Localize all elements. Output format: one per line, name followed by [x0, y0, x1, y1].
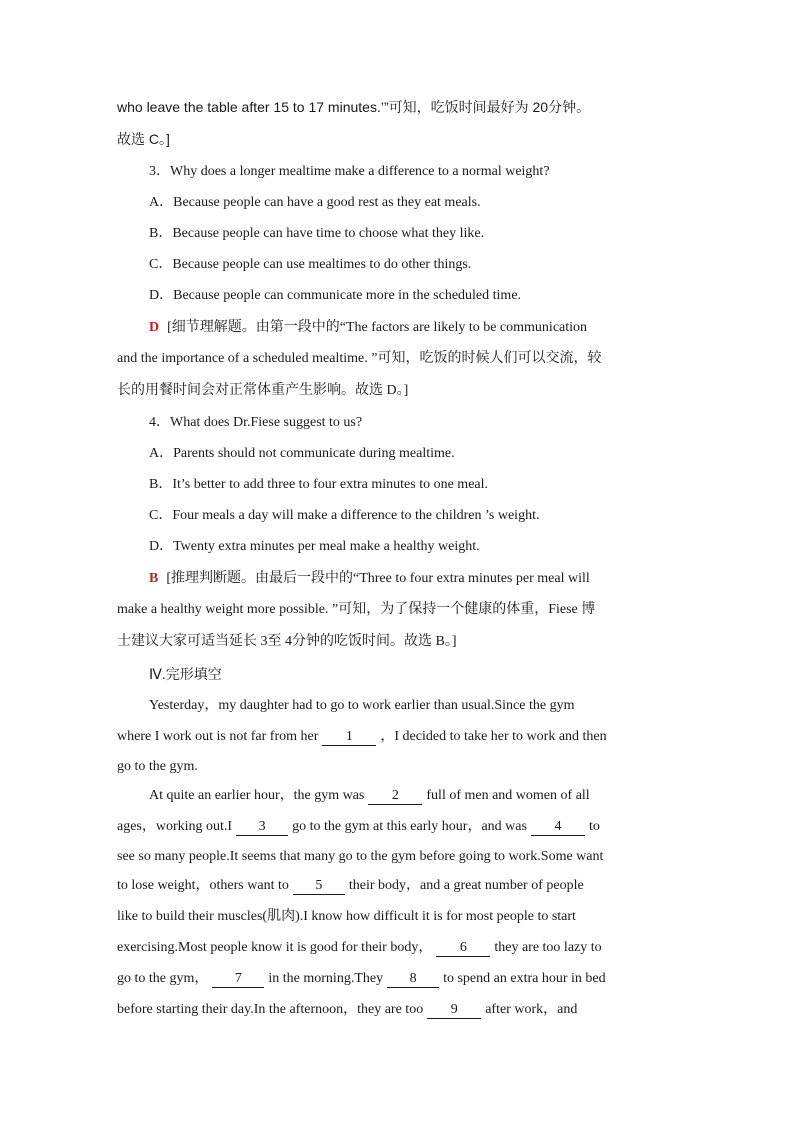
cloze-text: after work，and [485, 1002, 578, 1017]
cloze-blank-3: 3 [236, 819, 288, 836]
cloze-text: their body，and a great number of people [348, 878, 584, 893]
cloze-p2-line-8 [117, 1000, 677, 1020]
question-4: 4．What does Dr.Fiese suggest to us? [149, 415, 363, 430]
cloze-p2-line-2 [117, 817, 677, 837]
cloze-blank-2: 2 [368, 788, 422, 805]
q4-explanation-line-3: 士建议大家可适当延长 3至 4分钟的吃饭时间。故选 B。] [117, 634, 457, 649]
cloze-blank-1: 1 [322, 729, 376, 746]
q3-answer: D [149, 320, 160, 335]
prev-explanation-line-2: 故选 C。] [117, 131, 170, 147]
cloze-p2-line-6 [117, 938, 677, 958]
q3-option-d: D．Because people can communicate more in the scheduled time. [149, 288, 522, 303]
q4-explanation-line-2: make a healthy weight more possible. ”可知，为了保持一个健康的体重，Fiese 博 [117, 602, 596, 617]
cloze-p2-line-5: like to build their muscles(肌肉).I know how difficult it is for most people to start [117, 909, 576, 924]
cloze-p2-line-1 [149, 786, 677, 806]
cloze-p1-line-1: Yesterday，my daughter had to go to work earlier than usual.Since the gym [149, 698, 575, 713]
q4-option-d: D．Twenty extra minutes per meal make a healthy weight. [149, 539, 480, 554]
cloze-text: go to the gym， [117, 971, 209, 986]
cloze-blank-6: 6 [436, 940, 490, 957]
q3-explanation-line-1 [149, 318, 677, 338]
q4-option-c: C．Four meals a day will make a difference to the children ’s weight. [149, 508, 540, 523]
q4-answer: B [149, 571, 159, 586]
q3-explanation-line-2: and the importance of a scheduled mealtime. ”可知，吃饭的时候人们可以交流，较 [117, 351, 602, 366]
cloze-text: At quite an earlier hour，the gym was [149, 788, 365, 803]
cloze-text: go to the gym at this early hour，and was [292, 819, 527, 834]
cloze-blank-4: 4 [531, 819, 585, 836]
q3-option-b: B．Because people can have time to choose what they like. [149, 226, 485, 241]
q3-explanation-line-3: 长的用餐时间会对正常体重产生影响。故选 D。] [117, 383, 409, 398]
cloze-text: where I work out is not far from her [117, 729, 319, 744]
q3-option-c: C．Because people can use mealtimes to do other things. [149, 257, 472, 272]
cloze-blank-5: 5 [293, 878, 345, 895]
q4-option-a: A．Parents should not communicate during mealtime. [149, 446, 455, 461]
cloze-blank-9: 9 [427, 1002, 481, 1019]
cloze-p1-line-3: go to the gym. [117, 759, 198, 774]
cloze-text: in the morning.They [268, 971, 384, 986]
q4-explanation-text-1: [推理判断题。由最后一段中的“Three to four extra minutes per meal will [166, 571, 590, 586]
cloze-p2-line-3: see so many people.It seems that many go to the gym before going to work.Some want [117, 849, 604, 864]
cloze-text: ages，working out.I [117, 819, 233, 834]
cloze-text: full of men and women of all [426, 788, 590, 803]
q3-explanation-text-1: [细节理解题。由第一段中的“The factors are likely to be communication [167, 320, 588, 335]
cloze-text: to spend an extra hour in bed [443, 971, 606, 986]
section-heading: Ⅳ.完形填空 [149, 666, 222, 682]
cloze-p2-line-7 [117, 969, 677, 989]
cloze-text: to [588, 819, 600, 834]
cloze-text: before starting their day.In the afternoon，they are too [117, 1002, 424, 1017]
q4-explanation-line-1 [149, 569, 677, 589]
cloze-text: ，I decided to take her to work and then [380, 729, 607, 744]
q3-option-a: A．Because people can have a good rest as they eat meals. [149, 195, 481, 210]
cloze-p1-line-2 [117, 727, 677, 747]
cloze-text: to lose weight，others want to [117, 878, 289, 893]
cloze-p2-line-4 [117, 876, 677, 896]
question-3: 3．Why does a longer mealtime make a difference to a normal weight? [149, 164, 550, 179]
q4-option-b: B．It’s better to add three to four extra minutes to one meal. [149, 477, 489, 492]
cloze-text: they are too lazy to [494, 940, 602, 955]
prev-explanation-line-1: who leave the table after 15 to 17 minutes.’”可知，吃饭时间最好为 20分钟。 [117, 99, 591, 115]
cloze-blank-8: 8 [387, 971, 439, 988]
cloze-text: exercising.Most people know it is good for their body， [117, 940, 433, 955]
cloze-blank-7: 7 [212, 971, 264, 988]
